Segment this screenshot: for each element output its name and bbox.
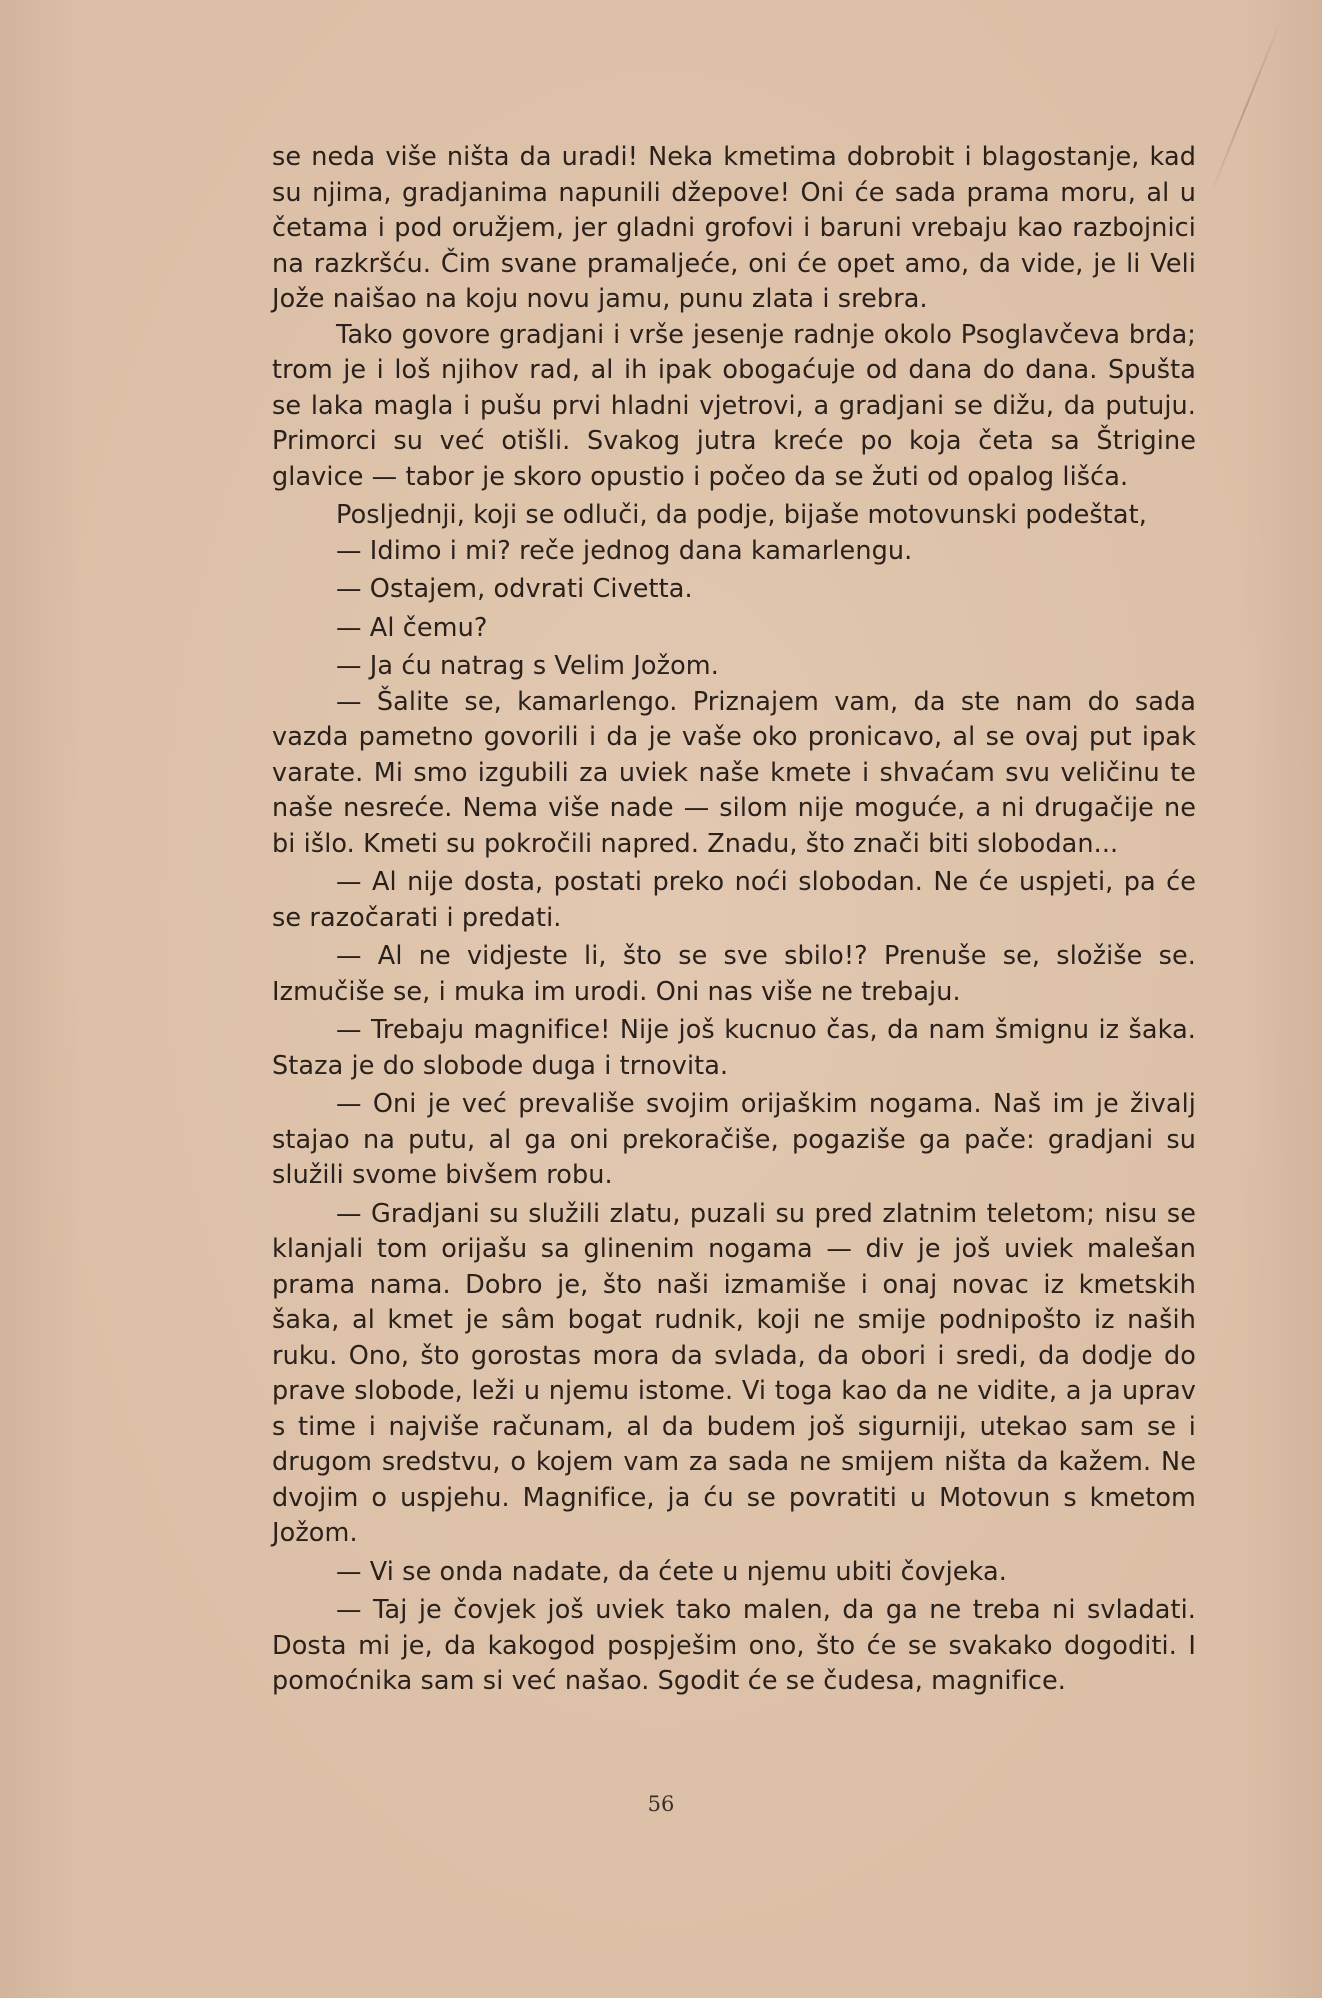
- paragraph: Tako govore gradjani i vrše jesenje radnje okolo Psoglavčeva brda; trom je i loš njihov rad, al ih ipak obogaćuje od dana do dana. Spušta se laka magla i pušu prvi hladni vjetrovi, a gradjani se dižu, da putuju. Primorci su već otišli. Svakog jutra kreće po koja četa sa Štrigine glavice — tabor je skoro opustio i počeo da se žuti od opalog lišća.: [272, 319, 1196, 492]
- dialogue-line: — Oni je već prevališe svojim orijaškim nogama. Naš im je živalj stajao na putu, al ga oni prekoračiše, pogaziše ga pače: gradjani su služili svome bivšem robu.: [272, 1089, 1196, 1190]
- dialogue-line: — Vi se onda nadate, da ćete u njemu ubiti čovjeka.: [336, 1556, 1007, 1587]
- dialogue-line: — Trebaju magnifice! Nije još kucnuo čas, da nam šmignu iz šaka. Staza je do slobode duga i trnovita.: [272, 1015, 1196, 1081]
- dialogue-line: — Ostajem, odvrati Civetta.: [336, 574, 693, 604]
- dialogue-line: — Al nije dosta, postati preko noći slobodan. Ne će uspjeti, pa će se razočarati i predati.: [272, 867, 1196, 933]
- dialogue-line: — Gradjani su služili zlatu, puzali su pred zlatnim teletom; nisu se klanjali tom orijašu sa glinenim nogama — div je još uviek malešan prama nama. Dobro je, što naši izmamiše i onaj novac iz kmetskih šaka, al kmet je sâm bogat rudnik, koji ne smije podnipošto iz naših ruku. Ono, što gorostas mora da svlada, da obori i sredi, da dodje do prave slobode, leži u njemu istome. Vi toga kao da ne vidite, a ja uprav s time i najviše računam, al da budem još sigurniji, utekao sam se i drugom sredstvu, o kojem vam za sada ne smijem ništa da kažem. Ne dvojim o uspjehu. Magnifice, ja ću se povratiti u Motovun s kmetom Jožom.: [272, 1198, 1196, 1548]
- page-crease: [1209, 20, 1282, 197]
- dialogue-line: — Šalite se, kamarlengo. Priznajem vam, da ste nam do sada vazda pametno govorili i da je vaše oko pronicavo, al se ovaj put ipak varate. Mi smo izgubili za uviek naše kmete i shvaćam svu veličinu te naše nesreće. Nema više nade — silom nije moguće, a ni drugačije ne bi išlo. Kmeti su pokročili napred. Znadu, što znači biti slobodan...: [272, 686, 1196, 859]
- page-number: 56: [647, 1792, 675, 1816]
- paragraph: se neda više ništa da uradi! Neka kmetima dobrobit i blagostanje, kad su njima, gradjanima napunili džepove! Oni će sada prama moru, al u četama i pod oružjem, jer gladni grofovi i baruni vrebaju kao razbojnici na razkršću. Čim svane pramaljeće, oni će opet amo, da vide, je li Veli Jože naišao na koju novu jamu, punu zlata i srebra.: [272, 142, 1196, 314]
- body-text: [272, 140, 1196, 1700]
- dialogue-line: — Idimo i mi? reče jednog dana kamarlengu.: [336, 535, 913, 566]
- dialogue-line: — Taj je čovjek još uviek tako malen, da ga ne treba ni svladati. Dosta mi je, da kakogod pospješim ono, što će se svakako dogoditi. I pomoćnika sam si već našao. Sgodit će se čudesa, magnifice.: [272, 1595, 1196, 1696]
- paragraph: Posljednji, koji se odluči, da podje, bijaše motovunski podeštat,: [336, 500, 1147, 530]
- dialogue-line: — Ja ću natrag s Velim Jožom.: [336, 651, 719, 681]
- dialogue-line: — Al čemu?: [336, 612, 488, 643]
- dialogue-line: — Al ne vidjeste li, što se sve sbilo!? Prenuše se, složiše se. Izmučiše se, i muka im urodi. Oni nas više ne trebaju.: [272, 941, 1196, 1007]
